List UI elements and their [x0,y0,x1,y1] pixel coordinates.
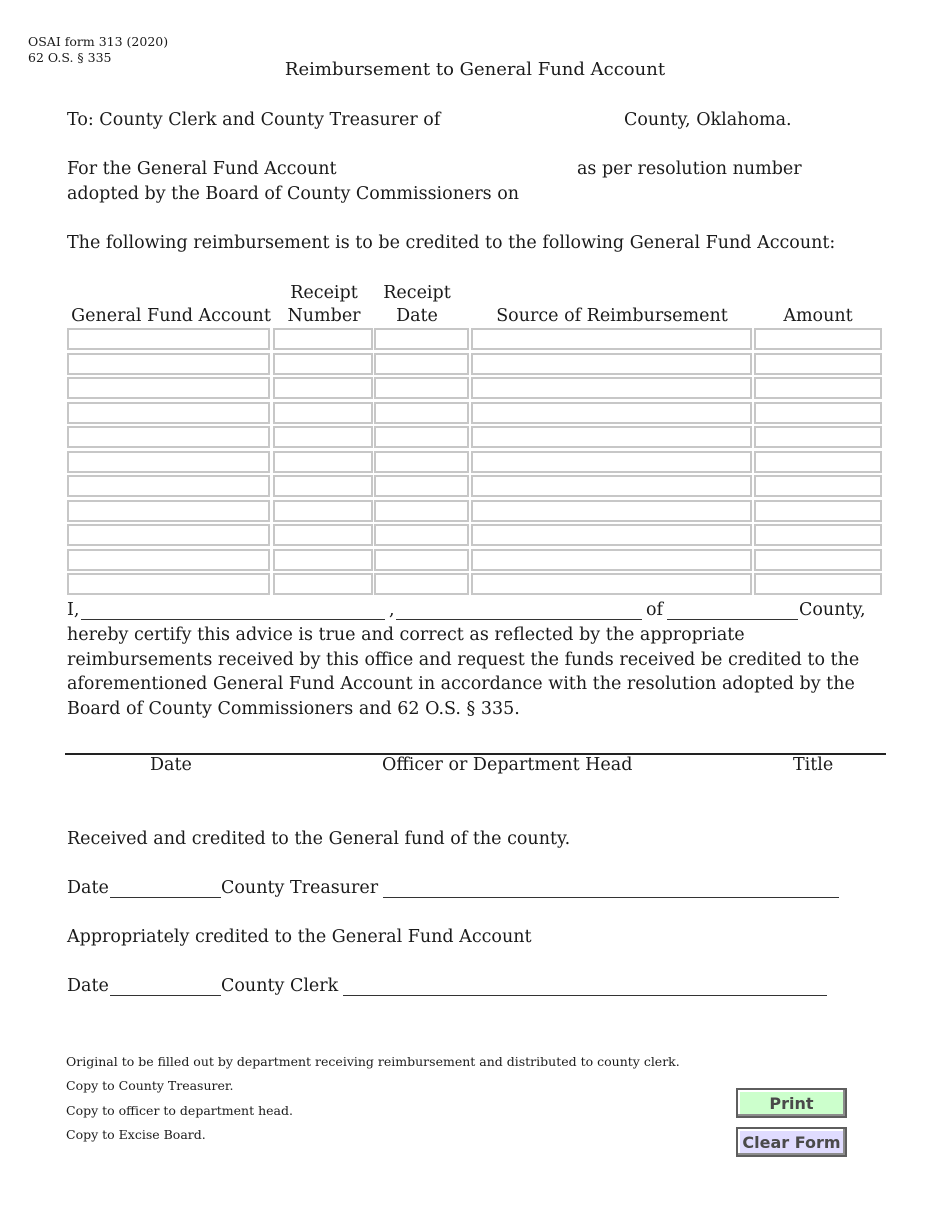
treasurer-signature-field[interactable] [384,877,838,899]
account-cell[interactable] [67,549,270,571]
certifier-name-field[interactable] [82,599,384,621]
county-name-field[interactable] [458,111,618,133]
certify-line-2: hereby certify this advice is true and correct as reflected by the appropriate [67,625,745,645]
source-cell[interactable] [471,500,752,522]
receipt-date-cell[interactable] [374,573,469,595]
header-receipt-date-line2: Date [396,306,438,326]
receipt-number-cell[interactable] [273,328,373,350]
source-cell[interactable] [471,426,752,448]
footer-note-treasurer: Copy to County Treasurer. [66,1078,234,1093]
amount-cell[interactable] [754,549,882,571]
account-cell[interactable] [67,573,270,595]
amount-cell[interactable] [754,451,882,473]
clerk-date-field[interactable] [111,975,220,997]
account-cell[interactable] [67,377,270,399]
certify-of-text: of [646,600,664,620]
credited-text: Appropriately credited to the General Fund Account [67,927,532,947]
receipt-date-cell[interactable] [374,524,469,546]
adopted-date-field[interactable] [538,185,738,207]
received-text: Received and credited to the General fund of the county. [67,829,571,849]
header-general-fund-account: General Fund Account [71,306,271,326]
receipt-date-cell[interactable] [374,328,469,350]
signature-officer-field[interactable] [340,730,680,752]
general-fund-account-field[interactable] [350,160,572,182]
treasurer-label: County Treasurer [221,878,379,898]
amount-cell[interactable] [754,426,882,448]
source-cell[interactable] [471,549,752,571]
footer-note-original: Original to be filled out by department receiving reimbursement and distributed to county clerk. [66,1054,680,1069]
to-suffix-text: County, Oklahoma. [624,110,792,130]
receipt-number-cell[interactable] [273,475,373,497]
form-title: Reimbursement to General Fund Account [284,59,666,80]
source-cell[interactable] [471,377,752,399]
amount-cell[interactable] [754,353,882,375]
amount-cell[interactable] [754,377,882,399]
certify-line-4: aforementioned General Fund Account in accordance with the resolution adopted by the [67,674,855,694]
receipt-number-cell[interactable] [273,524,373,546]
adopted-text: adopted by the Board of County Commissioners on [67,184,520,204]
amount-cell[interactable] [754,328,882,350]
signature-title-field[interactable] [730,730,880,752]
receipt-date-cell[interactable] [374,549,469,571]
account-cell[interactable] [67,426,270,448]
account-cell[interactable] [67,402,270,424]
account-cell[interactable] [67,475,270,497]
certify-county-text: County, [799,600,866,620]
account-cell[interactable] [67,353,270,375]
receipt-number-cell[interactable] [273,426,373,448]
receipt-number-cell[interactable] [273,549,373,571]
receipt-number-cell[interactable] [273,353,373,375]
certify-comma-text: , [389,600,395,620]
amount-cell[interactable] [754,524,882,546]
signature-title-label: Title [793,755,834,775]
amount-cell[interactable] [754,475,882,497]
account-cell[interactable] [67,500,270,522]
receipt-date-cell[interactable] [374,377,469,399]
for-account-text: For the General Fund Account [67,159,337,179]
clerk-signature-field[interactable] [344,975,826,997]
receipt-date-cell[interactable] [374,500,469,522]
source-cell[interactable] [471,402,752,424]
source-cell[interactable] [471,475,752,497]
account-cell[interactable] [67,524,270,546]
account-cell[interactable] [67,328,270,350]
resolution-text: as per resolution number [577,159,802,179]
source-cell[interactable] [471,353,752,375]
following-text: The following reimbursement is to be credited to the following General Fund Account: [67,233,836,253]
footer-note-officer: Copy to officer to department head. [66,1103,293,1118]
receipt-date-cell[interactable] [374,426,469,448]
clear-form-button[interactable]: Clear Form [736,1127,847,1157]
receipt-number-cell[interactable] [273,402,373,424]
header-amount: Amount [783,306,853,326]
receipt-number-cell[interactable] [273,377,373,399]
receipt-date-cell[interactable] [374,451,469,473]
signature-officer-label: Officer or Department Head [382,755,633,775]
amount-cell[interactable] [754,402,882,424]
receipt-date-cell[interactable] [374,475,469,497]
certify-line-3: reimbursements received by this office and request the funds received be credited to the [67,649,860,670]
certifier-title-field[interactable] [397,599,641,621]
treasurer-date-label: Date [67,878,109,898]
receipt-date-cell[interactable] [374,353,469,375]
receipt-number-cell[interactable] [273,451,373,473]
certify-county-field[interactable] [668,599,797,621]
receipt-number-cell[interactable] [273,573,373,595]
footer-note-excise: Copy to Excise Board. [66,1127,206,1142]
source-cell[interactable] [471,451,752,473]
clerk-date-label: Date [67,976,109,996]
form-id: OSAI form 313 (2020) [28,34,169,49]
header-receipt-date-line1: Receipt [383,283,451,303]
account-cell[interactable] [67,451,270,473]
source-cell[interactable] [471,328,752,350]
signature-date-label: Date [150,755,192,775]
certify-line-5: Board of County Commissioners and 62 O.S. § 335. [67,698,520,719]
header-source-of-reimbursement: Source of Reimbursement [496,306,728,326]
source-cell[interactable] [471,573,752,595]
receipt-number-cell[interactable] [273,500,373,522]
source-cell[interactable] [471,524,752,546]
receipt-date-cell[interactable] [374,402,469,424]
amount-cell[interactable] [754,500,882,522]
header-receipt-number-line2: Number [287,306,361,326]
to-prefix-text: To: County Clerk and County Treasurer of [67,110,441,130]
resolution-number-field[interactable] [812,160,882,182]
signature-date-field[interactable] [70,730,270,752]
header-receipt-number-line1: Receipt [290,283,358,303]
print-button[interactable]: Print [736,1088,847,1118]
amount-cell[interactable] [754,573,882,595]
clerk-label: County Clerk [221,976,339,996]
treasurer-date-field[interactable] [111,877,220,899]
statute-reference: 62 O.S. § 335 [28,50,112,65]
certify-i-text: I, [67,600,80,620]
